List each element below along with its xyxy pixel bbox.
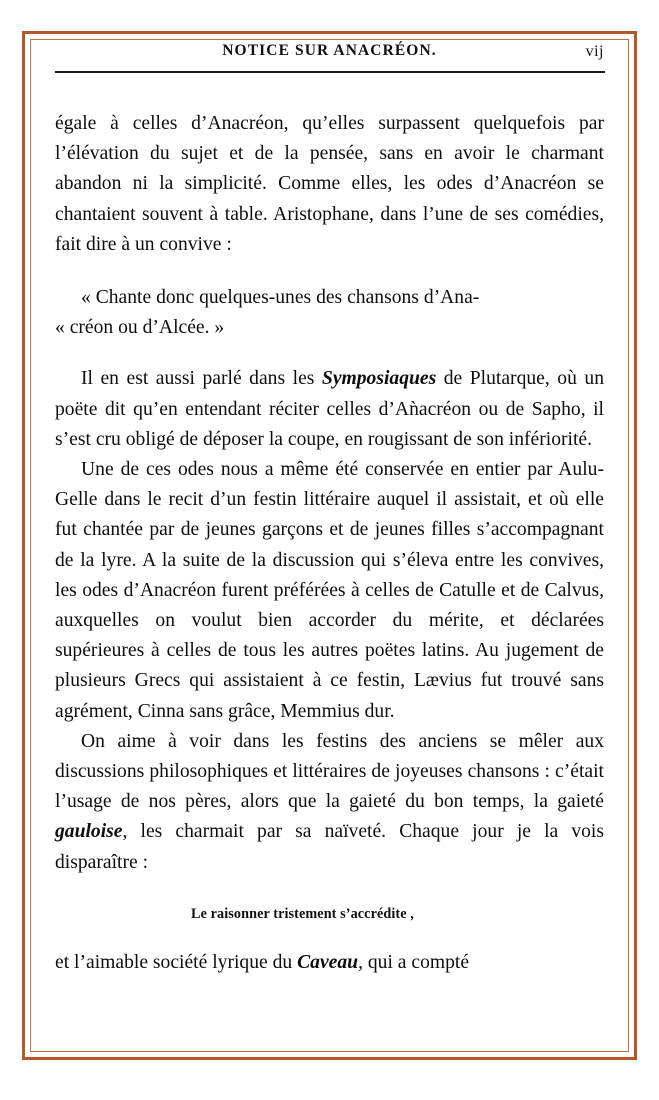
text-run: On aime à voir dans les festins des anciens se mêler aux discussions philosophiques et littéraires de joyeuses chansons : c’était l’usage de nos pères, alors que la gaieté du bon temps, la gaieté [55,730,604,813]
quote-line: « Chante donc quelques-unes des chansons d’Ana- [81,287,480,309]
page-content [55,42,604,978]
text-run: , qui a compté [358,951,470,973]
text-run: Il en est aussi parlé dans les [81,368,322,390]
page-number: vij [585,43,604,60]
paragraph-aulu-gelle: Une de ces odes nous a même été conservée en entier par Aulu-Gelle dans le recit d’un festin littéraire auquel il assistait, et où elle fut chantée par de jeunes garçons et de jeunes filles s’accompagnant de la lyre. A la suite de la discussion qui s’éleva entre les convives, les odes d’Anacréon furent préférées à celles de Catulle et de Calvus, auxquelles on voulut bien accorder du mérite, et déclarées supérieures à celles de tous les autres poëtes latins. Au jugement de plusieurs Grecs qui assistaient à ce festin, Lævius fut trouvé sans agrément, Cinna sans grâce, Memmius dur. [55,459,604,722]
paragraph-plutarque [55,364,604,455]
italic-title-symposiaques: Symposiaques [321,368,437,390]
paragraph-continuation: égale à celles d’Anacréon, qu’elles surpassent quelquefois par l’élévation du sujet et de la pensée, sans en avoir le charmant abandon ni la simplicité. Comme elles, les odes d’Anacréon se chantaient souvent à table. Aristophane, dans l’une de ses comédies, fait dire à un convive : [55,113,604,255]
quote-line: « créon ou d’Alcée. » [55,317,225,339]
running-head-title: NOTICE SUR ANACRÉON. [222,42,437,59]
text-run: et l’aimable société lyrique du [55,951,298,973]
italic-title-caveau: Caveau [297,951,359,973]
paragraph-festins [55,727,604,878]
text-run: , les charmait par sa naïveté. Chaque jour je la vois disparaître : [55,821,604,873]
header-rule [55,71,605,73]
italic-word-gauloise: gauloise [55,821,123,843]
body-text [55,109,604,978]
verse-epigraph: Le raisonner tristement s’accrédite , [191,905,414,922]
paragraph-caveau [55,948,604,978]
blockquote-aristophane [55,283,604,343]
text-run: de Plutarque, où un poëte dit qu’en entendant réciter celles d’Aǹacréon ou de Sapho, il s’est cru obligé de déposer la coupe, en rougissant de son infériorité. [55,368,604,450]
running-head [55,42,604,72]
